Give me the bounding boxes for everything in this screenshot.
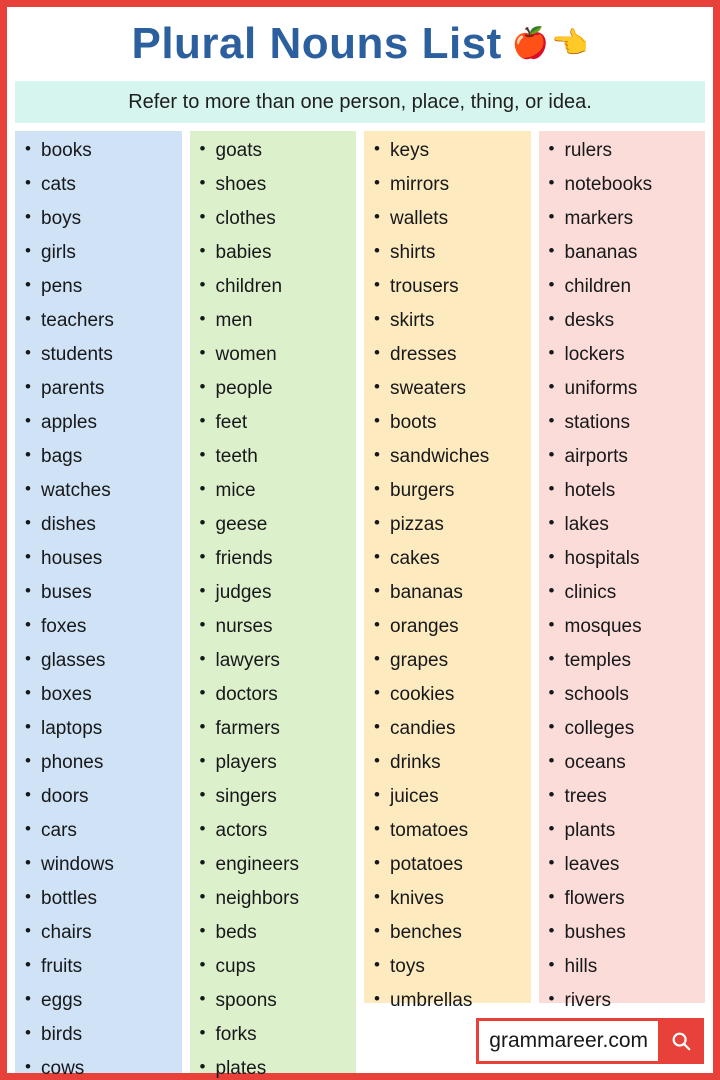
list-item: • mosques xyxy=(549,617,700,636)
list-item: • uniforms xyxy=(549,379,700,398)
list-item: • schools xyxy=(549,685,700,704)
list-item: • clothes xyxy=(200,209,351,228)
list-item: • airports xyxy=(549,447,700,466)
list-item: • temples xyxy=(549,651,700,670)
list-item: • candies xyxy=(374,719,525,738)
subtitle-bar xyxy=(15,81,705,123)
list-item: • foxes xyxy=(25,617,176,636)
list-item: • lockers xyxy=(549,345,700,364)
list-item: • doctors xyxy=(200,685,351,704)
list-item: • geese xyxy=(200,515,351,534)
word-list-2 xyxy=(200,141,351,1078)
list-item: • drinks xyxy=(374,753,525,772)
list-item: • boxes xyxy=(25,685,176,704)
list-item: • shoes xyxy=(200,175,351,194)
list-item: • lakes xyxy=(549,515,700,534)
list-item: • hills xyxy=(549,957,700,976)
watermark-text: grammareer.com xyxy=(489,1029,648,1052)
list-item: • men xyxy=(200,311,351,330)
list-item: • knives xyxy=(374,889,525,908)
list-item: • windows xyxy=(25,855,176,874)
list-item: • mice xyxy=(200,481,351,500)
list-item: • cats xyxy=(25,175,176,194)
word-column-4 xyxy=(539,131,706,1011)
word-list-4 xyxy=(549,141,700,1010)
list-item: • cakes xyxy=(374,549,525,568)
list-item: • cows xyxy=(25,1059,176,1078)
list-item: • shirts xyxy=(374,243,525,262)
list-item: • teeth xyxy=(200,447,351,466)
list-item: • girls xyxy=(25,243,176,262)
list-item: • oranges xyxy=(374,617,525,636)
list-item: • engineers xyxy=(200,855,351,874)
list-item: • laptops xyxy=(25,719,176,738)
list-item: • teachers xyxy=(25,311,176,330)
list-item: • babies xyxy=(200,243,351,262)
watermark xyxy=(476,1018,704,1064)
list-item: • keys xyxy=(374,141,525,160)
list-item: • hospitals xyxy=(549,549,700,568)
list-item: • desks xyxy=(549,311,700,330)
list-item: • students xyxy=(25,345,176,364)
list-item: • plates xyxy=(200,1059,351,1078)
list-item: • bushes xyxy=(549,923,700,942)
list-item: • books xyxy=(25,141,176,160)
list-item: • watches xyxy=(25,481,176,500)
list-item: • spoons xyxy=(200,991,351,1010)
list-item: • wallets xyxy=(374,209,525,228)
list-item: • bottles xyxy=(25,889,176,908)
list-item: • feet xyxy=(200,413,351,432)
word-column-2 xyxy=(190,131,357,1079)
list-item: • forks xyxy=(200,1025,351,1044)
list-item: • pens xyxy=(25,277,176,296)
list-item: • tomatoes xyxy=(374,821,525,840)
list-item: • sandwiches xyxy=(374,447,525,466)
list-item: • notebooks xyxy=(549,175,700,194)
list-item: • buses xyxy=(25,583,176,602)
list-item: • nurses xyxy=(200,617,351,636)
list-item: • players xyxy=(200,753,351,772)
word-list-1 xyxy=(25,141,176,1078)
list-item: • fruits xyxy=(25,957,176,976)
list-item: • pizzas xyxy=(374,515,525,534)
list-item: • actors xyxy=(200,821,351,840)
list-item: • women xyxy=(200,345,351,364)
list-item: • hotels xyxy=(549,481,700,500)
list-item: • singers xyxy=(200,787,351,806)
word-columns xyxy=(7,123,713,1079)
title-bar xyxy=(7,7,713,81)
list-item: • people xyxy=(200,379,351,398)
list-item: • juices xyxy=(374,787,525,806)
list-item: • trees xyxy=(549,787,700,806)
word-column-3 xyxy=(364,131,531,1011)
list-item: • colleges xyxy=(549,719,700,738)
list-item: • bananas xyxy=(549,243,700,262)
list-item: • cookies xyxy=(374,685,525,704)
list-item: • children xyxy=(549,277,700,296)
list-item: • apples xyxy=(25,413,176,432)
list-item: • glasses xyxy=(25,651,176,670)
list-item: • sweaters xyxy=(374,379,525,398)
word-column-1 xyxy=(15,131,182,1079)
list-item: • boys xyxy=(25,209,176,228)
pointing-hand-icon: 👈 xyxy=(551,27,589,60)
list-item: • potatoes xyxy=(374,855,525,874)
list-item: • doors xyxy=(25,787,176,806)
list-item: • stations xyxy=(549,413,700,432)
list-item: • farmers xyxy=(200,719,351,738)
list-item: • eggs xyxy=(25,991,176,1010)
list-item: • benches xyxy=(374,923,525,942)
list-item: • bags xyxy=(25,447,176,466)
list-item: • dishes xyxy=(25,515,176,534)
list-item: • friends xyxy=(200,549,351,568)
word-list-3 xyxy=(374,141,525,1010)
list-item: • toys xyxy=(374,957,525,976)
list-item: • rulers xyxy=(549,141,700,160)
list-item: • neighbors xyxy=(200,889,351,908)
list-item: • houses xyxy=(25,549,176,568)
list-item: • goats xyxy=(200,141,351,160)
list-item: • markers xyxy=(549,209,700,228)
list-item: • burgers xyxy=(374,481,525,500)
list-item: • cars xyxy=(25,821,176,840)
list-item: • birds xyxy=(25,1025,176,1044)
list-item: • oceans xyxy=(549,753,700,772)
search-icon[interactable] xyxy=(658,1021,701,1061)
list-item: • plants xyxy=(549,821,700,840)
list-item: • grapes xyxy=(374,651,525,670)
list-item: • mirrors xyxy=(374,175,525,194)
list-item: • beds xyxy=(200,923,351,942)
list-item: • boots xyxy=(374,413,525,432)
list-item: • dresses xyxy=(374,345,525,364)
page-title: Plural Nouns List xyxy=(131,19,502,68)
title-icon-group xyxy=(512,29,589,59)
list-item: • cups xyxy=(200,957,351,976)
list-item: • clinics xyxy=(549,583,700,602)
list-item: • children xyxy=(200,277,351,296)
list-item: • parents xyxy=(25,379,176,398)
list-item: • phones xyxy=(25,753,176,772)
list-item: • flowers xyxy=(549,889,700,908)
list-item: • lawyers xyxy=(200,651,351,670)
apple-icon: 🍎 xyxy=(511,27,550,60)
list-item: • bananas xyxy=(374,583,525,602)
list-item: • leaves xyxy=(549,855,700,874)
list-item: • skirts xyxy=(374,311,525,330)
list-item: • rivers xyxy=(549,991,700,1010)
list-item: • chairs xyxy=(25,923,176,942)
list-item: • umbrellas xyxy=(374,991,525,1010)
list-item: • judges xyxy=(200,583,351,602)
list-item: • trousers xyxy=(374,277,525,296)
subtitle-text: Refer to more than one person, place, thing, or idea. xyxy=(128,90,592,113)
